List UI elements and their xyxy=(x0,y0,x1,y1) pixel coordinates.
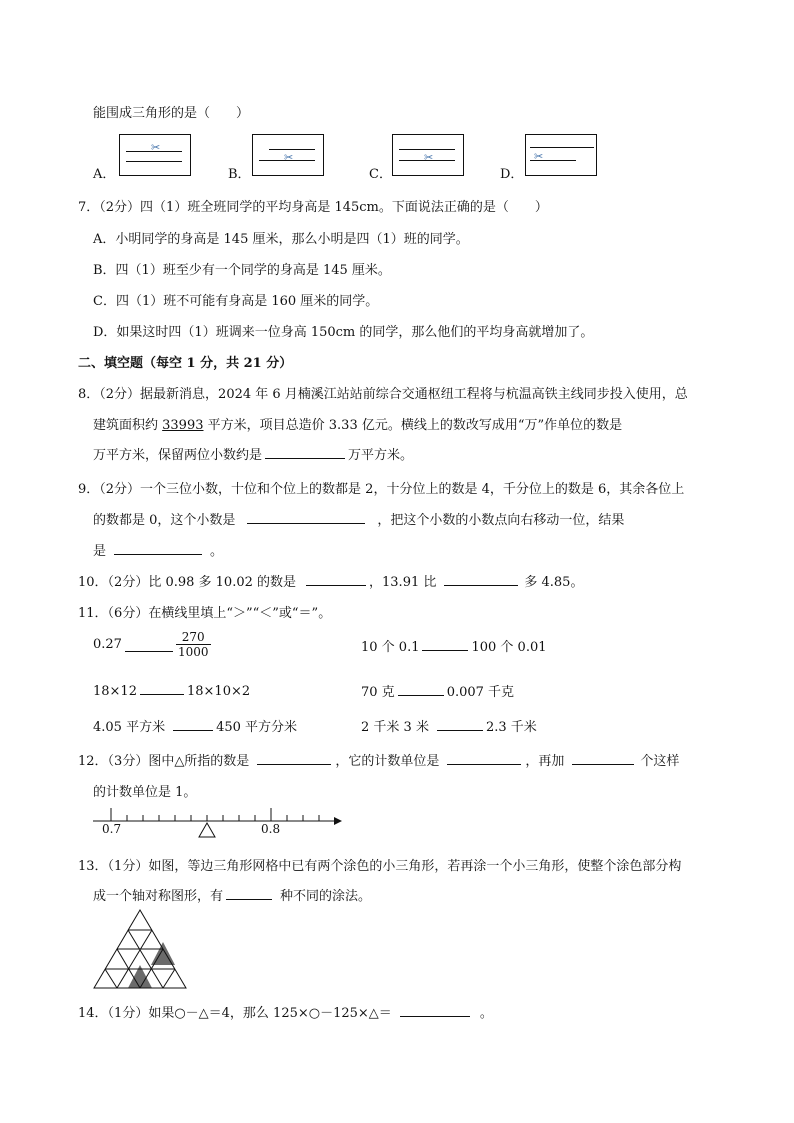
q8-text: 万平方米。 xyxy=(348,448,414,463)
q8-underlined-number: 33993 xyxy=(162,418,204,433)
q9-line1: 9．（2分）一个三位小数，十位和个位上的数都是 2，十分位上的数是 4，千分位上的数是 6，其余各位上 xyxy=(78,482,685,497)
q11-text: 18×10×2 xyxy=(186,684,251,699)
q6-option-c-label: C． xyxy=(369,167,392,182)
q10-text: 10．（2分）比 0.98 多 10.02 的数是 xyxy=(78,575,297,590)
q10 xyxy=(78,571,583,590)
q13-text: 种不同的涂法。 xyxy=(280,889,372,904)
q11-row2-right xyxy=(361,681,514,700)
stick xyxy=(399,149,455,150)
q11-blank-6[interactable] xyxy=(437,717,483,731)
q9-text: 的数都是 0，这个小数是 xyxy=(93,513,236,528)
q11-blank-2[interactable] xyxy=(422,637,468,651)
q13-line2 xyxy=(93,885,371,904)
q8-line1: 8．（2分）据最新消息，2024 年 6 月楠溪江站站前综合交通枢纽工程将与杭温高铁主线同步投入使用，总 xyxy=(78,387,688,402)
q11-text: 100 个 0.01 xyxy=(471,640,547,655)
q12-line1 xyxy=(78,750,679,769)
scissors-icon: ✂ xyxy=(284,151,294,164)
q11-text: 0.007 千克 xyxy=(446,685,515,700)
grid-line xyxy=(105,969,117,988)
q11-text: 10 个 0.1 xyxy=(361,640,420,655)
q11-text: 450 平方分米 xyxy=(216,720,298,735)
number-line xyxy=(90,804,350,838)
fraction xyxy=(176,630,211,659)
q8-text: 平方米，项目总造价 3.33 亿元。横线上的数改写成用“万”作单位的数是 xyxy=(203,418,623,433)
q6-option-b-label: B． xyxy=(228,167,251,182)
q11-row2-left xyxy=(93,681,250,699)
q11-text: 18×12 xyxy=(93,684,137,699)
q12-answer-blank-1[interactable] xyxy=(257,751,331,765)
q9-line3 xyxy=(93,540,223,559)
q11-blank-5[interactable] xyxy=(173,717,213,731)
q7-option-c: C．四（1）班不可能有身高是 160 厘米的同学。 xyxy=(93,294,379,309)
q9-text: 是 xyxy=(93,544,107,559)
shaded-triangle xyxy=(151,942,175,965)
number-line-ticks xyxy=(111,808,319,821)
q6-option-c-figure xyxy=(392,134,464,176)
q8-answer-blank[interactable] xyxy=(265,445,345,459)
q11-text: 4.05 平方米 xyxy=(93,720,166,735)
q11-text: 2.3 千米 xyxy=(485,720,537,735)
q6-option-d-label: D． xyxy=(500,167,524,182)
q9-answer-blank-2[interactable] xyxy=(114,541,202,555)
q7-option-b: B．四（1）班至少有一个同学的身高是 145 厘米。 xyxy=(93,263,391,278)
fraction-numerator: 270 xyxy=(176,630,211,645)
q12-text: ，它的计数单位是 xyxy=(335,754,440,769)
q13-text: 成一个轴对称图形，有 xyxy=(93,889,224,904)
stick xyxy=(269,149,315,150)
q9-text: 。 xyxy=(210,544,224,559)
scissors-icon: ✂ xyxy=(534,150,544,163)
tick-label-right: 0.8 xyxy=(261,822,281,836)
q12-text: 个这样 xyxy=(640,754,680,769)
q11-row1-right xyxy=(361,636,547,655)
q11-text: 0.27 xyxy=(93,637,122,652)
q6-option-a-label: A． xyxy=(93,167,116,182)
triangle-grid-figure xyxy=(93,908,189,990)
scissors-icon: ✂ xyxy=(151,141,161,154)
q10-answer-blank-1[interactable] xyxy=(306,572,366,586)
q9-text: ，把这个小数的小数点向右移动一位，结果 xyxy=(377,513,625,528)
q8-line3 xyxy=(93,444,413,463)
arrow-icon xyxy=(334,817,342,825)
q11-blank-3[interactable] xyxy=(140,681,184,695)
q7-option-a: A．小明同学的身高是 145 厘米，那么小明是四（1）班的同学。 xyxy=(93,232,469,247)
grid-line xyxy=(163,969,175,988)
q11-stem: 11．（6分）在横线里填上“＞”“＜”或“＝”。 xyxy=(78,606,332,621)
q8-line2 xyxy=(93,414,622,433)
q10-answer-blank-2[interactable] xyxy=(444,572,518,586)
q14 xyxy=(78,1002,493,1021)
scissors-icon: ✂ xyxy=(424,151,434,164)
q6-option-d-figure xyxy=(525,134,597,176)
q10-text: ，13.91 比 xyxy=(369,575,437,590)
q11-row1-left xyxy=(93,630,211,659)
q11-row3-right xyxy=(361,716,537,735)
q9-answer-blank-1[interactable] xyxy=(247,510,365,524)
q10-text: 多 4.85。 xyxy=(524,575,584,590)
q9-line2 xyxy=(93,509,624,528)
q12-answer-blank-2[interactable] xyxy=(447,751,521,765)
q11-blank-4[interactable] xyxy=(398,682,444,696)
q13-line1: 13．（1分）如图，等边三角形网格中已有两个涂色的小三角形，若再涂一个小三角形，使整个涂色部分构 xyxy=(78,859,682,874)
q6-option-a-figure xyxy=(119,134,191,176)
q6-continuation: 能围成三角形的是（ ） xyxy=(93,106,250,121)
q8-text: 建筑面积约 xyxy=(93,418,163,433)
q11-blank-1[interactable] xyxy=(125,638,173,652)
q12-answer-blank-3[interactable] xyxy=(572,751,634,765)
q13-answer-blank[interactable] xyxy=(226,886,272,900)
triangle-marker-icon xyxy=(199,823,215,837)
q7-option-d: D．如果这时四（1）班调来一位身高 150cm 的同学，那么他们的平均身高就增加了。 xyxy=(93,325,594,340)
section-heading: 二、填空题（每空 1 分，共 21 分） xyxy=(78,356,293,371)
tick-label-left: 0.7 xyxy=(102,822,122,836)
q14-text: 。 xyxy=(479,1006,493,1021)
shaded-triangle xyxy=(128,965,152,988)
stick xyxy=(530,147,594,148)
q11-text: 70 克 xyxy=(361,685,395,700)
q12-text: 12．（3分）图中△所指的数是 xyxy=(78,754,250,769)
q12-text: ，再加 xyxy=(525,754,565,769)
q7-stem: 7．（2分）四（1）班全班同学的平均身高是 145cm。下面说法正确的是（ ） xyxy=(78,200,548,215)
stick xyxy=(126,161,182,162)
q11-row3-left xyxy=(93,716,297,735)
q14-text: 14．（1分）如果○－△＝4，那么 125×○－125×△＝ xyxy=(78,1006,392,1021)
fraction-denominator: 1000 xyxy=(177,645,209,659)
q12-line2: 的计数单位是 1。 xyxy=(93,785,197,800)
q14-answer-blank[interactable] xyxy=(400,1003,470,1017)
q8-text: 万平方米，保留两位小数约是 xyxy=(93,448,263,463)
q11-text: 2 千米 3 米 xyxy=(361,720,429,735)
q6-option-b-figure xyxy=(252,134,324,176)
